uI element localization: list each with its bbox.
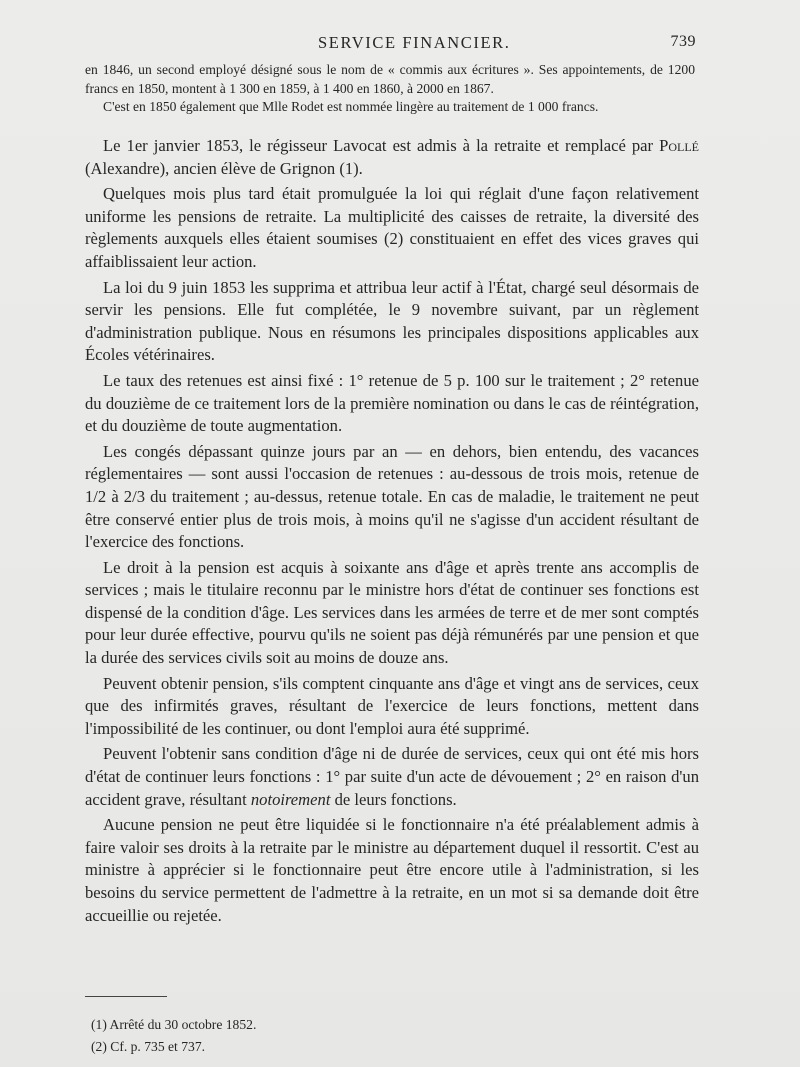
continued-paragraph — [85, 61, 695, 117]
person-name: Pollé — [659, 136, 699, 155]
paragraph-2: Quelques mois plus tard était promulguée la loi qui réglait d'une façon relativement uniforme les pensions de retraite. La multiplicité des caisses de retraite, la diversité des règlements auxquels elles étaient soumises (2) constituaient en effet des vices graves qui affaiblissaient leur action. — [85, 184, 699, 271]
page-header — [0, 33, 800, 57]
footnote-1: (1) Arrêté du 30 octobre 1852. — [91, 1017, 257, 1032]
main-text — [85, 135, 699, 930]
paragraph-8-end: de leurs fonctions. — [330, 789, 457, 809]
footnotes — [91, 1014, 256, 1058]
emphasis-word: notoirement — [250, 789, 331, 809]
footnote-2: (2) Cf. p. 735 et 737. — [91, 1039, 206, 1054]
paragraph-5: Les congés dépassant quinze jours par an — en dehors, bien entendu, des vacances réglementaires — sont aussi l'occasion de retenues : au-dessous de trois mois, retenue de 1/2 à 2/3 du traitement ; au-dessus, retenue totale. En cas de maladie, le traitement ne peut être conservé entier plus de trois mois, à moins qu'il ne s'agisse d'un accident résultant de l'exercice des fonctions. — [85, 441, 699, 552]
paragraph-4: Le taux des retenues est ainsi fixé : 1° retenue de 5 p. 100 sur le traitement ; 2° retenue du douzième de ce traitement lors de la première nomination ou dans le cas de réintégration, et du douzième de toute augmentation. — [85, 370, 699, 436]
paragraph-8 — [85, 743, 699, 811]
paragraph-7: Peuvent obtenir pension, s'ils comptent cinquante ans d'âge et vingt ans de services, ceux que des infirmités graves, résultant de l'exercice de leurs fonctions, mettent dans l'impossibilité de les continuer, ou dont l'emploi aura été supprimé. — [85, 673, 699, 738]
paragraph-8-start: Peuvent l'obtenir sans condition d'âge ni de durée de services, ceux qui ont été mis hors d'état de continuer leurs fonctions : 1° par suite d'un acte de dévouement ; 2° en raison d'un accident grave, résultant — [85, 744, 699, 809]
prelude-line-1: en 1846, un second employé désigné sous le nom de « commis aux écritures ». Ses appointements, de 1200 francs en 1850, montent à 1 300 en 1859, à 1 400 en 1860, à 2000 en 1867. — [85, 62, 695, 96]
paragraph-3: La loi du 9 juin 1853 les supprima et attribua leur actif à l'État, chargé seul désormais de servir les pensions. Elle fut complétée, le 9 novembre suivant, par un règlement d'administration publique. Nous en résumons les principales dispositions applicables aux Écoles vétérinaires. — [85, 277, 699, 365]
paragraph-1-start: Le 1er janvier 1853, le régisseur Lavocat est admis à la retraite et remplacé par — [103, 136, 660, 155]
running-title: SERVICE FINANCIER. — [318, 33, 511, 52]
prelude-line-2: C'est en 1850 également que Mlle Rodet est nommée lingère au traitement de 1 000 francs. — [103, 99, 599, 115]
footnote-divider — [85, 996, 167, 997]
paragraph-1-end: (Alexandre), ancien élève de Grignon (1). — [85, 158, 363, 178]
paragraph-1 — [85, 135, 699, 180]
paragraph-9: Aucune pension ne peut être liquidée si le fonctionnaire n'a été préalablement admis à faire valoir ses droits à la retraite par le ministre au département duquel il ressortit. C'est au ministre à apprécier si le fonctionnaire peut être encore utile à l'administration, si les besoins du service permettent de l'admettre à la retraite, en un mot si sa demande doit être accueillie ou rejetée. — [85, 815, 699, 925]
page-number: 739 — [670, 33, 696, 50]
paragraph-6: Le droit à la pension est acquis à soixante ans d'âge et après trente ans accomplis de services ; mais le titulaire reconnu par le ministre hors d'état de continuer ses fonctions est dispensé de la condition d'âge. Les services dans les armées de terre et de mer sont comptés pour leur durée effective, pourvu qu'ils ne soient pas déjà rémunérés par une pension et que la durée des services civils soit au moins de douze ans. — [85, 557, 699, 668]
